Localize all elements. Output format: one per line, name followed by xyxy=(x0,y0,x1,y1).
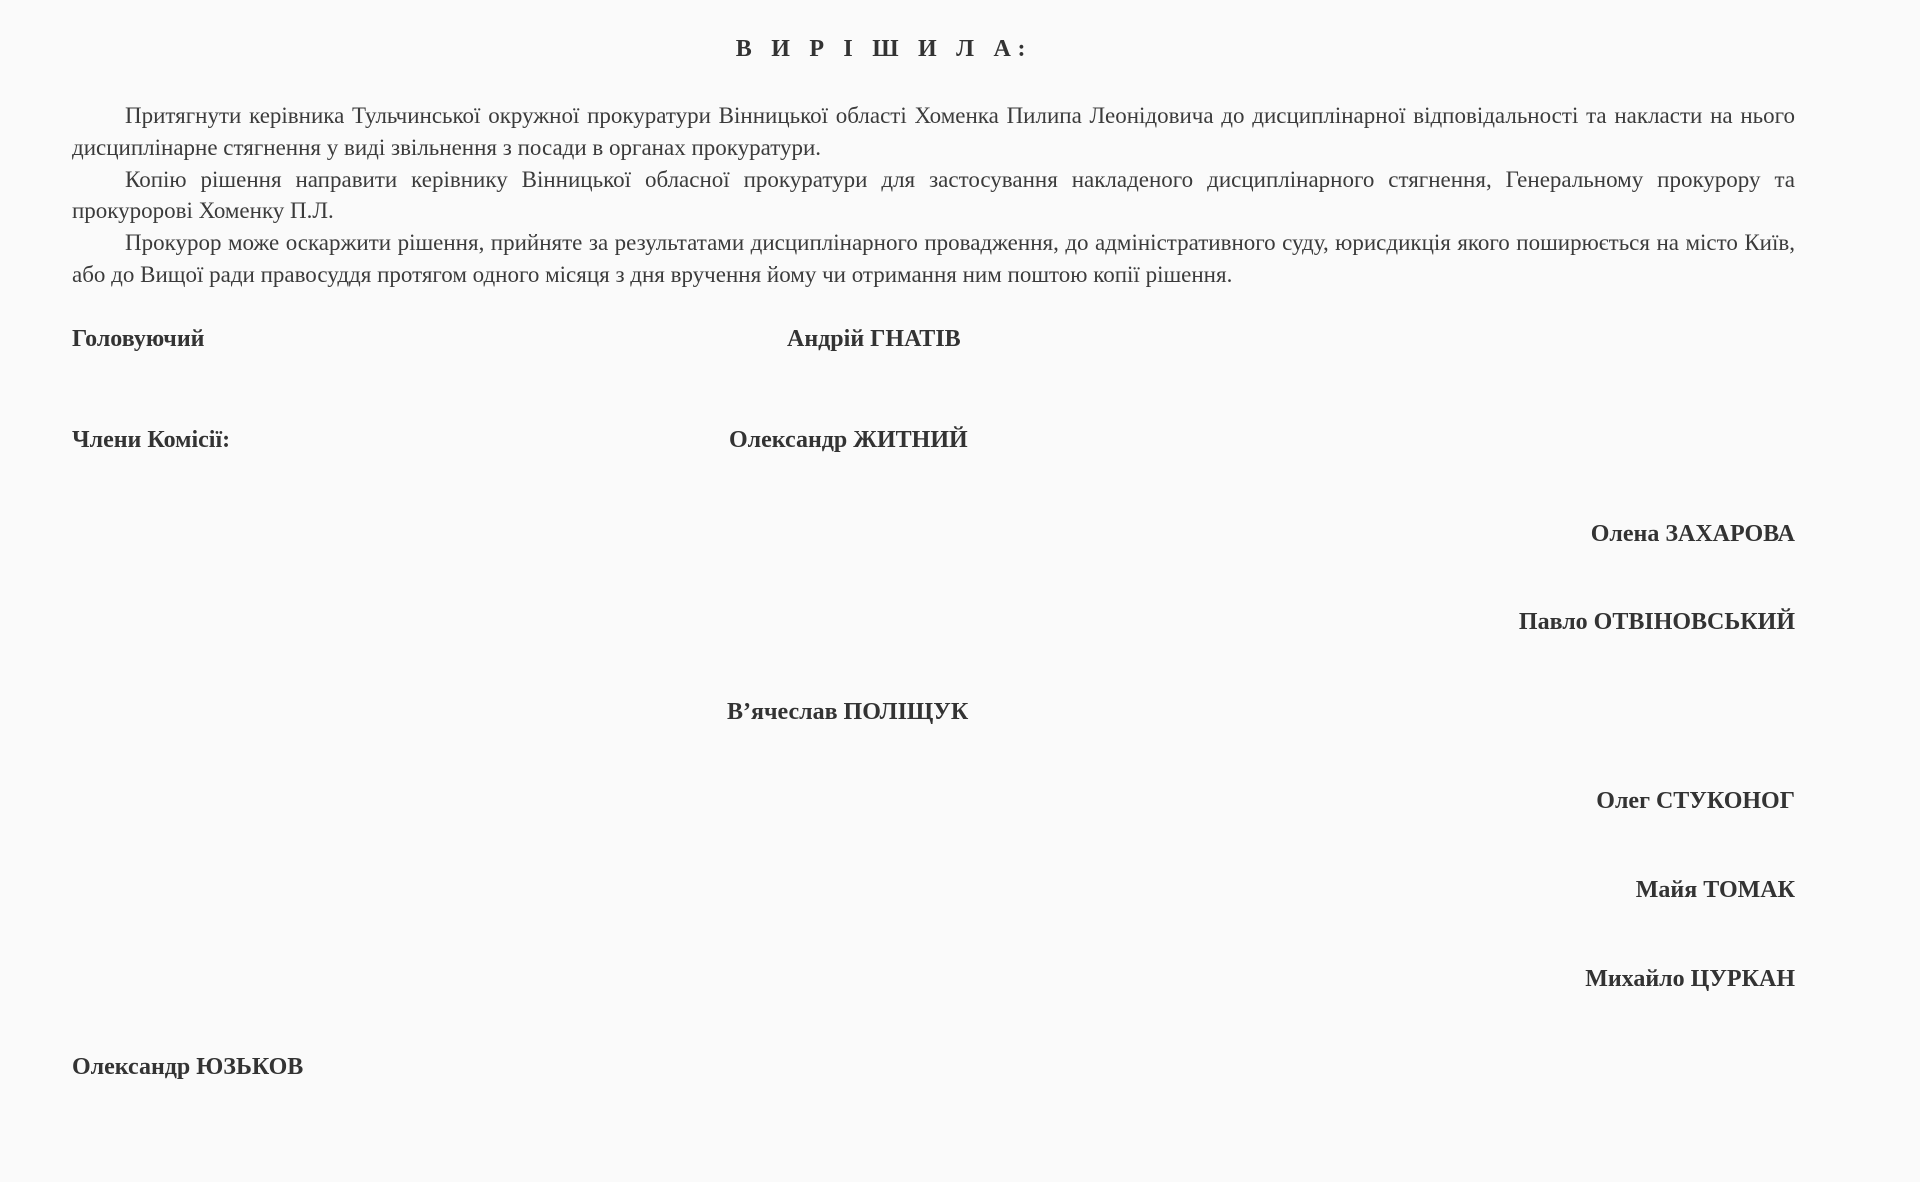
member-name: В’ячеслав ПОЛІЩУК xyxy=(727,699,969,725)
member-name: Олександр ЮЗЬКОВ xyxy=(72,1054,304,1080)
member-name: Михайло ЦУРКАН xyxy=(1585,966,1795,992)
member-name: Олег СТУКОНОГ xyxy=(1596,788,1795,814)
decision-body xyxy=(72,100,1795,291)
member-name: Майя ТОМАК xyxy=(1635,877,1795,903)
decision-paragraph-3: Прокурор може оскаржити рішення, прийняте за результатами дисциплінарного провадження, до адміністративного суду, юрисдикція якого поширюється на місто Київ, або до Вищої ради правосуддя протягом одного місяця з дня вручення йому чи отримання ним поштою копії рішення. xyxy=(72,230,1795,287)
member-name: Олександр ЖИТНИЙ xyxy=(729,427,968,453)
chair-label: Головуючий xyxy=(72,326,205,352)
decision-heading: В И Р І Ш И Л А: xyxy=(735,36,1033,62)
chair-name: Андрій ГНАТІВ xyxy=(787,326,961,352)
decision-paragraph-1: Притягнути керівника Тульчинської окружної прокуратури Вінницької області Хоменка Пилипа Леонідовича до дисциплінарної відповідальності та накласти на нього дисциплінарне стягнення у виді звільнення з посади в органах прокуратури. xyxy=(72,103,1795,160)
members-label: Члени Комісії: xyxy=(72,427,231,453)
member-name: Олена ЗАХАРОВА xyxy=(1590,521,1795,547)
member-name: Павло ОТВІНОВСЬКИЙ xyxy=(1518,609,1795,635)
decision-paragraph-2: Копію рішення направити керівнику Вінницької обласної прокуратури для застосування накладеного дисциплінарного стягнення, Генеральному прокурору та прокуророві Хоменку П.Л. xyxy=(72,166,1795,224)
